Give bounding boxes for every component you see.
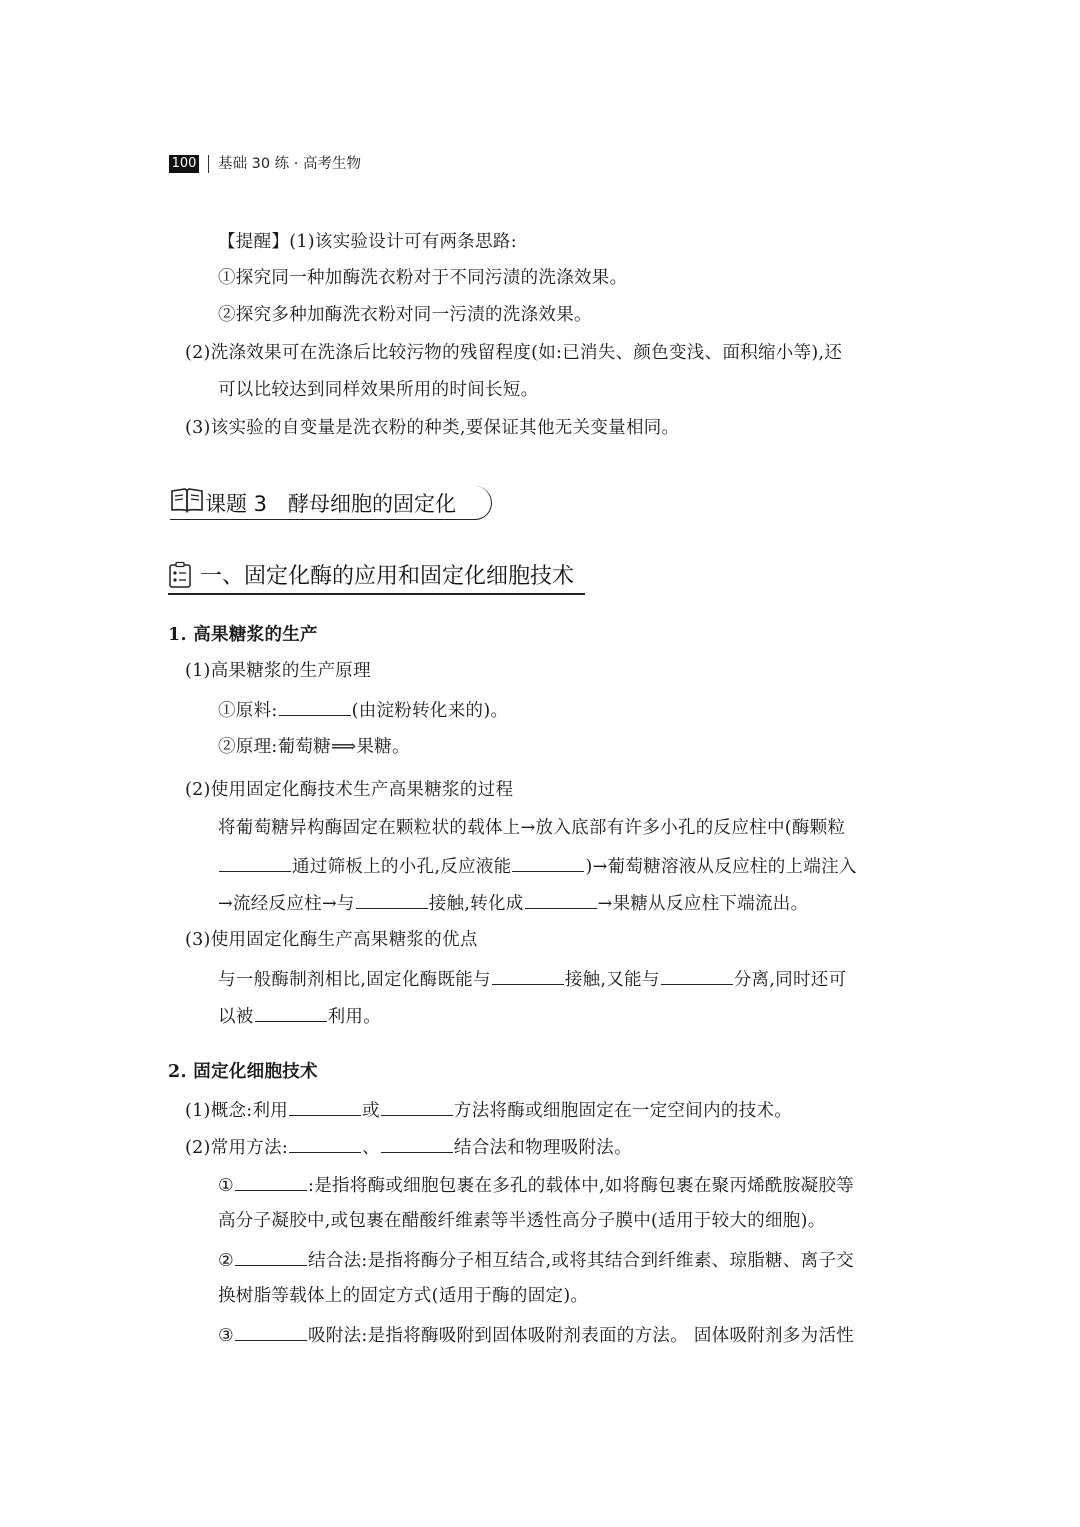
fill-blank[interactable] <box>512 853 584 872</box>
item1-p3: (3)使用固定化酶生产高果糖浆的优点 <box>185 930 478 950</box>
header-divider <box>208 155 209 173</box>
fill-blank[interactable] <box>381 1134 453 1153</box>
fill-blank[interactable] <box>381 1097 453 1116</box>
fill-blank[interactable] <box>235 1247 307 1266</box>
section-title: 一、固定化酶的应用和固定化细胞技术 <box>200 564 575 589</box>
reminder-line-6: (3)该实验的自变量是洗衣粉的种类,要保证其他无关变量相同。 <box>185 418 680 438</box>
item2-heading: 2. 固定化细胞技术 <box>168 1062 318 1082</box>
fill-blank[interactable] <box>289 1097 361 1116</box>
section-underline <box>168 593 585 595</box>
reminder-line-4: (2)洗涤效果可在洗涤后比较污物的残留程度(如:已消失、颜色变浅、面积缩小等),还 <box>185 343 843 363</box>
fill-blank[interactable] <box>289 1134 361 1153</box>
item1-p2: (2)使用固定化酶技术生产高果糖浆的过程 <box>185 780 514 800</box>
reminder-line-2: ①探究同一种加酶洗衣粉对于不同污渍的洗涤效果。 <box>218 268 628 288</box>
item2-concept: (1)概念:利用 或 方法将酶或细胞固定在一定空间内的技术。 <box>185 1097 792 1123</box>
fill-blank[interactable] <box>356 890 428 909</box>
item1-p1: (1)高果糖浆的生产原理 <box>185 661 371 681</box>
page-number: 100 <box>169 155 199 173</box>
item1-p2-line3: →流经反应柱→与 接触,转化成 →果糖从反应柱下端流出。 <box>218 890 808 916</box>
item1-p1b: ②原理:葡萄糖⟹果糖。 <box>218 737 410 757</box>
reminder-line-1: 【提醒】(1)该实验设计可有两条思路: <box>218 232 517 252</box>
fill-blank[interactable] <box>235 1172 307 1191</box>
item1-p3-line2: 以被 利用。 <box>218 1003 381 1029</box>
item2-method3: ③ 吸附法:是指将酶吸附到固体吸附剂表面的方法。 固体吸附剂多为活性 <box>218 1322 854 1348</box>
fill-blank[interactable] <box>279 697 351 716</box>
item2-method1-line2: 高分子凝胶中,或包裹在醋酸纤维素等半透性高分子膜中(适用于较大的细胞)。 <box>218 1211 826 1231</box>
fill-blank[interactable] <box>525 890 597 909</box>
reminder-label: 【提醒】 <box>218 232 290 252</box>
item1-heading: 1. 高果糖浆的生产 <box>168 625 318 645</box>
checklist-icon <box>168 561 194 589</box>
fill-blank[interactable] <box>492 966 564 985</box>
item1-p2-line2: 通过筛板上的小孔,反应液能 )→葡萄糖溶液从反应柱的上端注入 <box>218 853 857 879</box>
item2-method2-line2: 换树脂等载体上的固定方式(适用于酶的固定)。 <box>218 1286 589 1306</box>
item1-p3-line1: 与一般酶制剂相比,固定化酶既能与 接触,又能与 分离,同时还可 <box>218 966 846 992</box>
lesson-title: 课题 3 酵母细胞的固定化 <box>205 492 457 516</box>
book-title: 基础 30 练 · 高考生物 <box>218 156 361 172</box>
reminder-line-5: 可以比较达到同样效果所用的时间长短。 <box>218 380 539 400</box>
item2-method2: ② 结合法:是指将酶分子相互结合,或将其结合到纤维素、琼脂糖、离子交 <box>218 1247 854 1273</box>
item2-method1: ① :是指将酶或细胞包裹在多孔的载体中,如将酶包裹在聚丙烯酰胺凝胶等 <box>218 1172 854 1198</box>
fill-blank[interactable] <box>219 853 291 872</box>
item2-methods: (2)常用方法: 、 结合法和物理吸附法。 <box>185 1134 632 1160</box>
item1-p2-line1: 将葡萄糖异构酶固定在颗粒状的载体上→放入底部有许多小孔的反应柱中(酶颗粒 <box>218 818 846 838</box>
fill-blank[interactable] <box>255 1003 327 1022</box>
fill-blank[interactable] <box>661 966 733 985</box>
reminder-line-3: ②探究多种加酶洗衣粉对同一污渍的洗涤效果。 <box>218 305 592 325</box>
fill-blank[interactable] <box>235 1322 307 1341</box>
item1-p1a: ①原料: (由淀粉转化来的)。 <box>218 697 508 723</box>
